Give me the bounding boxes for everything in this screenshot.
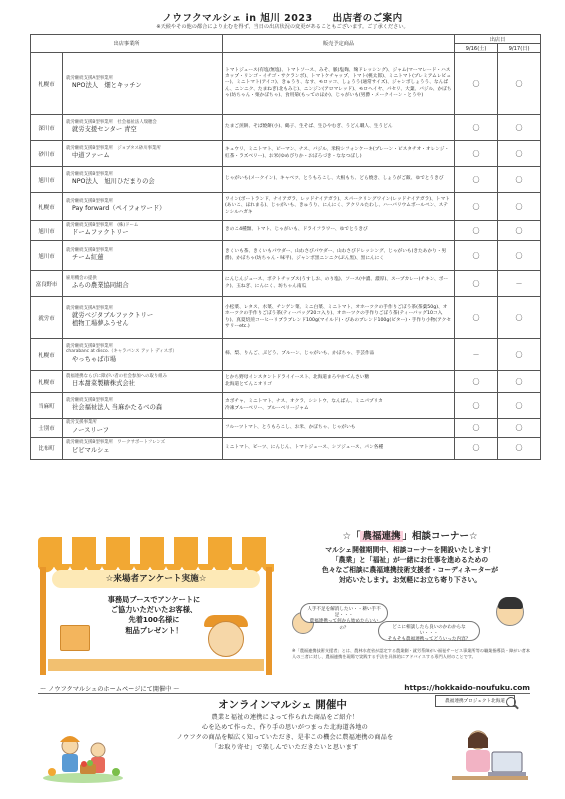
row-date2-mark: 〇 — [498, 419, 541, 438]
online-line: 「お取り寄せ」で楽しんでいただきたいと思います — [211, 743, 359, 751]
consult-footnote: ※「農福連携技術支援者」とは、農林水産省が認定する農業側・就労系障がい福祉サービス事業所等の職業指導員・障がい者本人の三者に対し、農福連携を現場で実践する手法を具体的にアドバイスする専門人材のことです。 — [292, 648, 531, 659]
online-title: オンラインマルシェ 開催中 — [218, 699, 347, 711]
row-vendor — [63, 167, 223, 193]
row-date2-mark: 〇 — [498, 371, 541, 393]
row-vendor-type: 就労継続支援B型事業所 社会福祉法人瑞穂会 — [66, 119, 157, 125]
row-vendor — [63, 115, 223, 141]
row-products: きくいも茶、きくいもパウダー、山わさびパウダー、山わさびドレッシング、じゃがいも(きたあかり・男爵)、かぼちゃ(坊ちゃん・味平)、ジャンボ黒ニンニク(ぷん黒)、黒にんにく — [223, 241, 455, 271]
row-products: ワイン(ボートランド、ナイアガラ、レッドナイアガラ)、スパークリングワイン(レッドナイアガラ)、トマト(あいこ、ほれまる)、じゃがいも、きゅうり、にんにく、アクリルたわし、ハーバリウムボールペン、ステンシルハガキ — [223, 193, 455, 221]
row-city: 比布町 — [31, 437, 63, 459]
row-vendor-name: ふらの農業協同組合 — [72, 282, 129, 290]
booth-counter — [48, 659, 264, 671]
row-vendor-type: 就労継続支援B型事業所 — [66, 198, 113, 204]
row-products: フルーツトマト、とうもろこし、お米、かぼちゃ、じゃがいも — [223, 419, 455, 438]
row-date2-mark: 〇 — [498, 297, 541, 339]
farmer-icon — [208, 621, 244, 657]
row-date2-mark: 〇 — [498, 241, 541, 271]
consult-text — [290, 546, 530, 585]
row-vendor-name: Pay forward（ペイフォワード） — [72, 205, 166, 213]
table-row — [31, 53, 541, 115]
survey-title: ☆来場者アンケート実施☆ — [52, 570, 260, 588]
row-vendor — [63, 221, 223, 241]
row-vendor-type: 就労継続支援B型事業所 charabanc at disco.（キャラバンス アット ディスボ） — [66, 343, 177, 355]
row-products: とかち野母インスタントドライイースト、北海道まろやかてんさい糖 北海道とてんこオリゴ — [223, 371, 455, 393]
row-date2-mark: 〇 — [498, 221, 541, 241]
row-date2-mark: 〇 — [498, 193, 541, 221]
row-date1-mark: 〇 — [455, 115, 498, 141]
row-date1-mark: 〇 — [455, 241, 498, 271]
table-row — [31, 115, 541, 141]
row-date1-mark: 〇 — [455, 371, 498, 393]
header-date1: 9/16(土) — [455, 44, 498, 53]
survey-line: 事務局ブースでアンケートに — [107, 595, 201, 604]
row-vendor-name: やっちゃば市場 — [72, 355, 117, 363]
row-vendor-name: ピピマルシェ — [72, 446, 110, 454]
row-vendor-type: 就労継続支援A型事業所 — [66, 75, 113, 81]
farmer-illustration — [40, 728, 126, 784]
row-vendor-name: ノースリーフ — [72, 426, 109, 434]
booth-post-left — [40, 567, 46, 675]
row-vendor — [63, 371, 223, 393]
row-date2-mark: － — [498, 271, 541, 297]
row-vendor — [63, 271, 223, 297]
row-date2-mark: 〇 — [498, 437, 541, 459]
table-row — [31, 271, 541, 297]
table-row — [31, 141, 541, 167]
row-vendor-name: ドームファクトリー — [72, 229, 129, 237]
survey-line: ご協力いただいたお客様、 — [110, 605, 198, 615]
row-vendor — [63, 193, 223, 221]
page-title: ノウフクマルシェ in 旭川 2023 出店者のご案内 — [162, 13, 403, 24]
row-vendor-name: 日本甜菜製糖株式会社 — [72, 380, 135, 388]
page-note: ※天候やその他の都合により止むを得ず、当日の出店状況の変更があることもございます。ご了承ください。 — [156, 24, 409, 30]
survey-line: 粗品プレゼント！ — [125, 625, 183, 635]
row-products: じゃがいも(メークイン)、キャベツ、とうもろこし、大根もち、どら焼き、しょうがご飯、ゆでとうきび — [223, 167, 455, 193]
table-row — [31, 339, 541, 371]
homepage-link[interactable]: https://hokkaido-noufuku.com — [404, 683, 530, 692]
divider — [38, 693, 530, 694]
row-vendor-name: 就労支援センター 青空 — [72, 126, 137, 134]
vendor-table — [30, 34, 541, 460]
booth-post-right — [266, 567, 272, 675]
row-date1-mark: 〇 — [455, 193, 498, 221]
row-city: 富良野市 — [31, 271, 63, 297]
row-vendor-name: チーム紅蓮 — [72, 254, 104, 262]
online-text — [140, 713, 430, 753]
speech-bubble: どこに相談したら良いのかわからない・・・ そもそも農福連携ってどういった内容？ — [378, 621, 480, 641]
row-date2-mark: 〇 — [498, 167, 541, 193]
row-city: 就労市 — [31, 297, 63, 339]
online-shopping-illustration — [448, 722, 530, 784]
advisor-icon — [496, 598, 524, 626]
row-vendor-type: 就労継続支援B型事業所 — [66, 171, 113, 177]
row-date1-mark: 〇 — [455, 393, 498, 419]
table-row — [31, 167, 541, 193]
speech-bubble: 人手不足を解消したい・・耕い手不足・・・ 農福連携って何から始めたらいいの？ — [300, 603, 388, 623]
row-vendor — [63, 419, 223, 438]
row-date1-mark: 〇 — [455, 221, 498, 241]
row-vendor-name: NPO法人 旭川ひだまりの会 — [72, 178, 155, 186]
header-date2: 9/17(日) — [498, 44, 541, 53]
row-vendor-name: 中道ファーム — [72, 152, 110, 160]
consult-title: ☆「 農福連携 」相談コーナー☆ — [342, 531, 478, 542]
header-products: 販売予定商品 — [223, 35, 455, 53]
row-products: たまご煎餅、そば焼餅(小)、鶴子、生そば、生ひやむぎ、うどん職人、生うどん — [223, 115, 455, 141]
row-vendor-type: 就労継続支援B型事業所 — [66, 397, 113, 403]
row-vendor — [63, 437, 223, 459]
row-city: 砂川市 — [31, 141, 63, 167]
table-row — [31, 419, 541, 438]
row-city: 当麻町 — [31, 393, 63, 419]
row-vendor-type: 雇用機会の提供 — [66, 275, 97, 281]
row-vendor-type: 就労支援事業所 — [66, 420, 97, 425]
row-vendor-type: 就労継続支援B型事業所 ワークサポートフレンズ — [66, 440, 166, 446]
row-vendor — [63, 53, 223, 115]
table-row — [31, 241, 541, 271]
row-city: 旭川市 — [31, 167, 63, 193]
row-products: ミニトマト、ビーツ、にんじん、トマトジュース、シソジュース、パン各種 — [223, 437, 455, 459]
row-vendor-name: 就労ベジタブルファクトリー 植物工場夢ふうせん — [72, 312, 154, 328]
row-vendor — [63, 141, 223, 167]
online-line: 心を込めて作った、作り手の思いがつまった北海道各地の — [201, 723, 369, 731]
table-row — [31, 437, 541, 459]
row-date2-mark: 〇 — [498, 115, 541, 141]
survey-text — [94, 595, 214, 636]
search-icon[interactable] — [506, 697, 516, 707]
row-vendor — [63, 241, 223, 271]
table-row — [31, 393, 541, 419]
row-city: 札幌市 — [31, 53, 63, 115]
survey-panel — [38, 537, 274, 675]
row-vendor-type: 農福連携ならびに障がい者の社会参加への取り組み — [66, 373, 167, 379]
row-city: 札幌市 — [31, 193, 63, 221]
row-date1-mark: 〇 — [455, 437, 498, 459]
row-date2-mark: 〇 — [498, 53, 541, 115]
row-vendor-type: 就労継続支援B型事業所 (株)ドーム — [66, 222, 139, 228]
row-date2-mark: 〇 — [498, 393, 541, 419]
header-vendor: 出店事業所 — [31, 35, 223, 53]
row-products: にんじんジュース、ポテトチップス(うすしお、のり塩)、ソース(中濃、濃厚)、スープカレー(チキン、ポーク)、玉ねぎ、にんにく、坊ちゃん南瓜 — [223, 271, 455, 297]
online-line: 農業と福祉の連携によって作られた商品をご紹介！ — [211, 714, 359, 721]
consult-title-highlight: 農福連携 — [362, 531, 401, 542]
online-line: ノウフクの商品を幅広く知っていただき、是非この機会に農福連携の商品を — [176, 733, 394, 741]
row-city: 旭川市 — [31, 221, 63, 241]
table-row — [31, 371, 541, 393]
row-date2-mark: 〇 — [498, 141, 541, 167]
row-products: きのこ4種類、トマト、じゃがいも、ドライフラワー、ゆでとうきび — [223, 221, 455, 241]
row-date1-mark: 〇 — [455, 271, 498, 297]
survey-line: 先着100名様に — [128, 615, 180, 625]
row-vendor — [63, 393, 223, 419]
row-vendor-type: 就労継続支援B型事業所 ジョブタス砂川事業所 — [66, 145, 161, 151]
consult-line: 色々なご相談に農福連携技術支援者・コーディネーターが — [321, 565, 499, 574]
row-vendor — [63, 297, 223, 339]
row-vendor-name: 社会福祉法人 当麻かたるべの森 — [72, 404, 163, 412]
row-date2-mark: 〇 — [498, 339, 541, 371]
table-row — [31, 193, 541, 221]
row-city: 深川市 — [31, 115, 63, 141]
row-products: 柿、梨、りんご、ぶどう、プルーン、じゃがいも、かぼちゃ、手芸作品 — [223, 339, 455, 371]
row-date1-mark: 〇 — [455, 53, 498, 115]
row-city: 士別市 — [31, 419, 63, 438]
awning-decoration — [38, 537, 274, 567]
row-products: 小松菜、レタス、水菜、チンゲン菜、ミニ白菜、ミニトマト、オホーツクの手作りごぼう茶(茶葉50g)、オホーツクの手作りごぼう茶(ティーバッグ20コ入り)、オホーツクの手作りごぼう茶(ティーバッグ10コ入り)、真夏焙煎コーヒーリブラブレンド100g(マイルド)・びあのブレンド100g(ビター)・手作り小物(アクセサリーetc.) — [223, 297, 455, 339]
row-date1-mark: 〇 — [455, 167, 498, 193]
row-city: 札幌市 — [31, 371, 63, 393]
row-vendor-type: 就労継続支援A型事業所 — [66, 305, 113, 311]
row-date1-mark: 〇 — [455, 297, 498, 339]
table-row — [31, 221, 541, 241]
project-search-box[interactable]: 農福連携プロジェクト北海道 — [435, 695, 515, 707]
consult-line: マルシェ開催期間中、相談コーナーを開設いたします！ — [325, 546, 495, 554]
row-date1-mark: － — [455, 339, 498, 371]
row-products: トマトジュース(有塩/無塩)、トマトソース、みそ、脈(塩麹、麹ドレッシング)、ジャム(マーマレード・ハスカップ・リンゴ・イチゴ・サクランボ)、トマトケチャップ、トマト(桃太郎)、ミニトマト(プレミアムレビュー)、ミニトマト(アイコ)、きゅうり、なす、モロッコ、しょうう(通常サイズ)、ジャンボしょうう、なんばん、ニンニク、たまねぎ(北もみじ)、ニンジン(アロマレッド)、モロヘイヤ、パセリ、大葉、バジル、かぼちゃ(坊ちゃん・栗かぼちゃ)、食用菊(もってのほか)、じゃがいも(男爵・メークイーン・とうや) — [223, 53, 455, 115]
vegetable-box-icon — [60, 625, 90, 651]
row-products: カボチャ、ミニトマト、ナス、オクラ、シシトウ、なんばん、ミニパプリカ 冷凍ブルーベリー、ブルーベリージャム — [223, 393, 455, 419]
row-city: 札幌市 — [31, 339, 63, 371]
row-date1-mark: 〇 — [455, 419, 498, 438]
row-vendor-name: NPO法人 畑とキッチン — [72, 82, 142, 90]
row-city: 旭川市 — [31, 241, 63, 271]
consult-line: 「農業」と「福祉」が一緒にお仕事を進めるための — [331, 555, 489, 564]
row-products: キュウリ、ミニトマト、ピーマン、ナス、バジル、米粉シフォンケーキ(プレーン・ピスタチオ・オレンジ・紅茶・ラズベリー)、お米(ゆめぴりか・おぼろづき・ななつぼし) — [223, 141, 455, 167]
homepage-caption: ～ ノウフクマルシェのホームページにて開催中 ～ — [40, 686, 180, 693]
row-date1-mark: 〇 — [455, 141, 498, 167]
header-dates: 出店日 — [455, 35, 541, 44]
row-vendor — [63, 339, 223, 371]
consult-line: 対応いたします。お気軽にお立ち寄り下さい。 — [338, 575, 482, 584]
row-vendor-type: 就労継続支援B型事業所 — [66, 247, 113, 253]
table-row — [31, 297, 541, 339]
